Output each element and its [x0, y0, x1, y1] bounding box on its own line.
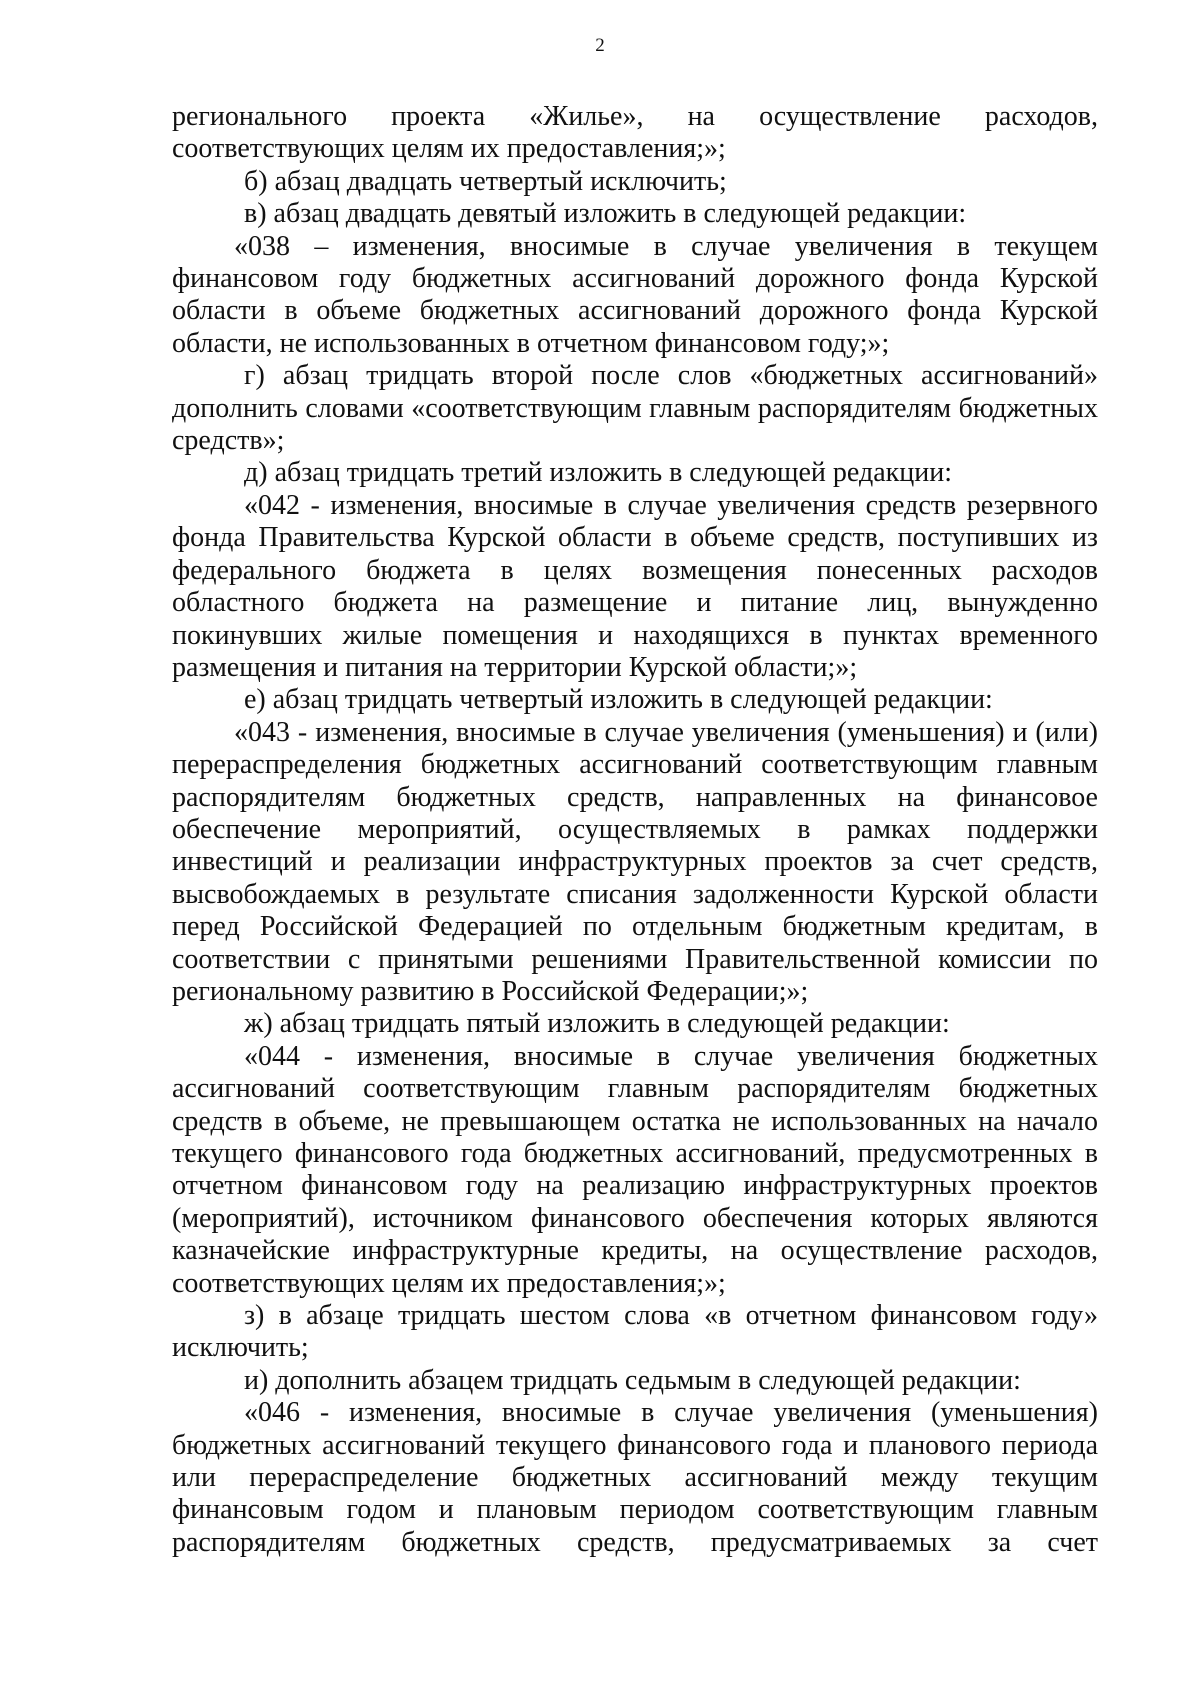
paragraph-item-zh: ж) абзац тридцать пятый изложить в следующей редакции: [244, 1008, 950, 1040]
paragraph-item-z: з) в абзаце тридцать шестом слова «в отчетном финансовом году» исключить; [172, 1300, 1098, 1364]
paragraph-item-v: в) абзац двадцать девятый изложить в следующей редакции: [244, 198, 967, 230]
paragraph-quote-046: «046 - изменения, вносимые в случае увеличения (уменьшения) бюджетных ассигнований текущего финансового года и планового периода или перераспределение бюджетных ассигнований между текущим финансовым годом и плановым периодом соответствующим главным распорядителям бюджетных средств, предусматриваемых за счет [172, 1397, 1098, 1558]
paragraph-item-g: г) абзац тридцать второй после слов «бюджетных ассигнований» дополнить словами «соответствующим главным распорядителям бюджетных средств»; [172, 360, 1098, 457]
paragraph-item-b: б) абзац двадцать четвертый исключить; [244, 165, 727, 197]
paragraph-quote-044: «044 - изменения, вносимые в случае увеличения бюджетных ассигнований соответствующим главным распорядителям бюджетных средств в объеме, не превышающем остатка не использованных на начало текущего финансового года бюджетных ассигнований, предусмотренных в отчетном финансовом году на реализацию инфраструктурных проектов (мероприятий), источником финансового обеспечения которых являются казначейские инфраструктурные кредиты, на осуществление расходов, соответствующих целям их предоставления;»; [172, 1040, 1098, 1299]
paragraph-quote-038: «038 – изменения, вносимые в случае увеличения в текущем финансовом году бюджетных ассигнований дорожного фонда Курской области в объеме бюджетных ассигнований дорожного фонда Курской области, не использованных в отчетном финансовом году;»; [172, 230, 1098, 359]
paragraph-continuation: регионального проекта «Жилье», на осуществление расходов, соответствующих целям их предоставления;»; [172, 101, 1098, 165]
paragraph-item-d: д) абзац тридцать третий изложить в следующей редакции: [244, 457, 952, 489]
document-body [172, 101, 1098, 1559]
paragraph-item-e: е) абзац тридцать четвертый изложить в следующей редакции: [244, 684, 993, 716]
page-number: 2 [595, 35, 605, 56]
paragraph-quote-043: «043 - изменения, вносимые в случае увеличения (уменьшения) и (или) перераспределения бюджетных ассигнований соответствующим главным распорядителям бюджетных средств, направленных на финансовое обеспечение мероприятий, осуществляемых в рамках поддержки инвестиций и реализации инфраструктурных проектов за счет средств, высвобождаемых в результате списания задолженности Курской области перед Российской Федерацией по отдельным бюджетным кредитам, в соответствии с принятыми решениями Правительственной комиссии по региональному развитию в Российской Федерации;»; [172, 716, 1098, 1007]
paragraph-quote-042: «042 - изменения, вносимые в случае увеличения средств резервного фонда Правительства Курской области в объеме средств, поступивших из федерального бюджета в целях возмещения понесенных расходов областного бюджета на размещение и питание лиц, вынужденно покинувших жилые помещения и находящихся в пунктах временного размещения и питания на территории Курской области;»; [172, 489, 1098, 683]
paragraph-item-i: и) дополнить абзацем тридцать седьмым в следующей редакции: [244, 1364, 1021, 1396]
